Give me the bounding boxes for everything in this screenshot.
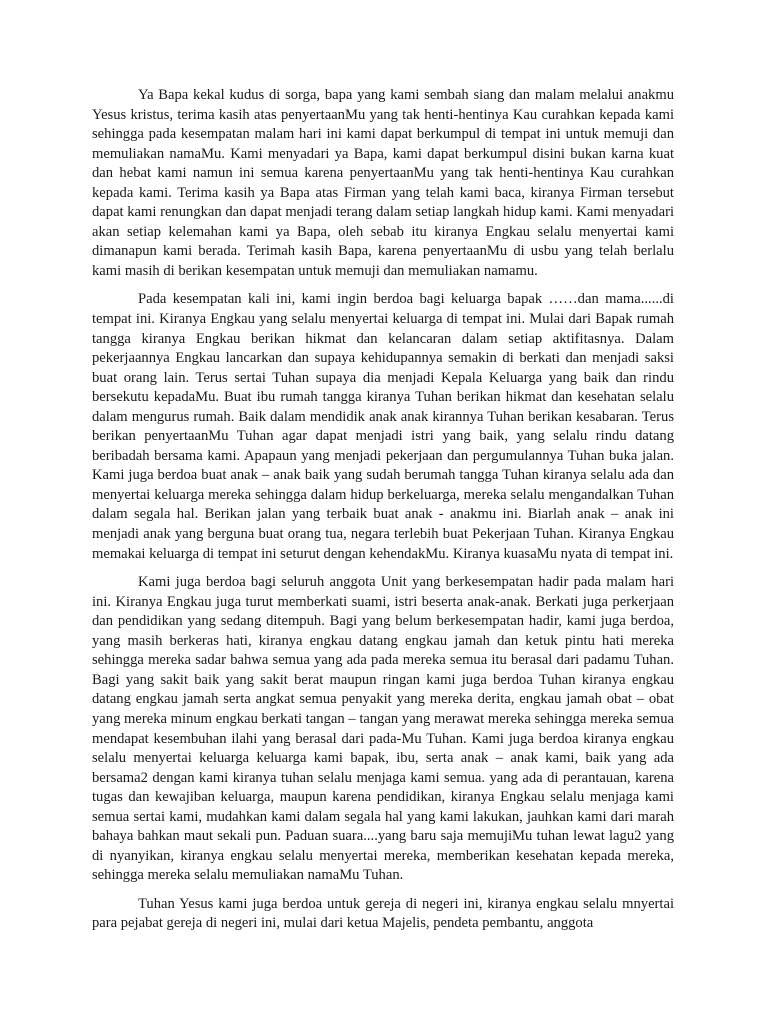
paragraph-unit-prayer: Kami juga berdoa bagi seluruh anggota Unit yang berkesempatan hadir pada malam hari ini. Kiranya Engkau juga turut memberkati suami, istri beserta anak-anak. Berkati juga perkerjaan dan pendidikan yang sedang ditempuh. Bagi yang belum berkesempatan hadir, kami juga berdoa, yang masih berkeras hati, kiranya engkau datang engkau jamah dan ketuk pintu hati mereka sehingga mereka sadar bahwa semua yang ada pada mereka semua itu berasal dari padamu Tuhan. Bagi yang sakit baik yang sakit berat maupun ringan kami juga berdoa Tuhan kiranya engkau datang engkau jamah serta angkat semua penyakit yang mereka derita, engkau jamah obat – obat yang mereka minum engkau berkati tangan – tangan yang merawat mereka sehingga mereka semua mendapat kesembuhan ilahi yang berasal dari pada-Mu Tuhan. Kami juga berdoa kiranya engkau selalu menyertai keluarga keluarga kami bapak, ibu, serta anak – anak kami, baik yang ada bersama2 dengan kami kiranya tuhan selalu menjaga kami semua. yang ada di perantauan, karena tugas dan kewajiban keluarga, maupun karena pendidikan, kiranya Engkau selalu menjaga kami semua sertai kami, mudahkan kami dalam segala hal yang kami lakukan, jauhkan kami dari marah bahaya bahkan maut sekali pun. Paduan suara....yang baru saja memujiMu tuhan lewat lagu2 yang di nyanyikan, kiranya engkau selalu menyertai mereka, memberikan kesehatan kepada mereka, sehingga mereka selalu memuliakan namaMu Tuhan. xyxy=(92,574,674,884)
paragraph-family-prayer: Pada kesempatan kali ini, kami ingin berdoa bagi keluarga bapak ……dan mama......di tempat ini. Kiranya Engkau yang selalu menyertai keluarga di tempat ini. Mulai dari Bapak rumah tangga kiranya Engkau berikan hikmat dan kelancaran dalam setiap aktifitasnya. Dalam pekerjaannya Engkau lancarkan dan supaya kehidupannya semakin di berkati dan menjadi saksi buat orang lain. Terus sertai Tuhan supaya dia menjadi Kepala Keluarga yang baik dan rindu bersekutu kepadaMu. Buat ibu rumah tangga kiranya Tuhan berikan hikmat dan kesehatan selalu dalam mengurus rumah. Baik dalam mendidik anak anak kirannya Tuhan berikan kesabaran. Terus berikan penyertaanMu Tuhan agar dapat menjadi istri yang baik, yang selalu rindu datang beribadah bersama kami. Apapaun yang menjadi pekerjaan dan pergumulannya Tuhan buka jalan. Kami juga berdoa buat anak – anak baik yang sudah berumah tangga Tuhan kiranya selalu ada dan menyertai keluarga mereka sehingga dalam hidup berkeluarga, mereka selalu mengandalkan Tuhan dalam segala hal. Berikan jalan yang terbaik buat anak - anakmu ini. Biarlah anak – anak ini menjadi anak yang berguna buat orang tua, negara terlebih buat Pekerjaan Tuhan. Kiranya Engkau memakai keluarga di tempat ini seturut dengan kehendakMu. Kiranya kuasaMu nyata di tempat ini. xyxy=(92,291,674,562)
paragraph-opening-thanks: Ya Bapa kekal kudus di sorga, bapa yang kami sembah siang dan malam melalui anakmu Yesus kristus, terima kasih atas penyertaanMu yang tak henti-hentinya Kau curahkan kepada kami sehingga pada kesempatan malam hari ini kami dapat berkumpul di tempat ini untuk memuji dan memuliakan namaMu. Kami menyadari ya Bapa, kami dapat berkumpul disini bukan karna kuat dan hebat kami namun ini semua karena penyertaanMu yang tak henti-hentinya Kau curahkan kepada kami. Terima kasih ya Bapa atas Firman yang telah kami baca, kiranya Firman tersebut dapat kami renungkan dan dapat menjadi terang dalam setiap langkah hidup kami. Kami menyadari akan setiap kelemahan kami ya Bapa, oleh sebab itu kiranya Engkau selalu menyertai kami dimanapun kami berada. Terimah kasih Bapa, karena penyertaanMu di usbu yang telah berlalu kami masih di berikan kesempatan untuk memuji dan memuliakan namamu. xyxy=(92,87,674,279)
document-page xyxy=(92,86,674,943)
paragraph-church-prayer: Tuhan Yesus kami juga berdoa untuk gereja di negeri ini, kiranya engkau selalu mnyertai para pejabat gereja di negeri ini, mulai dari ketua Majelis, pendeta pembantu, anggota xyxy=(92,895,674,932)
